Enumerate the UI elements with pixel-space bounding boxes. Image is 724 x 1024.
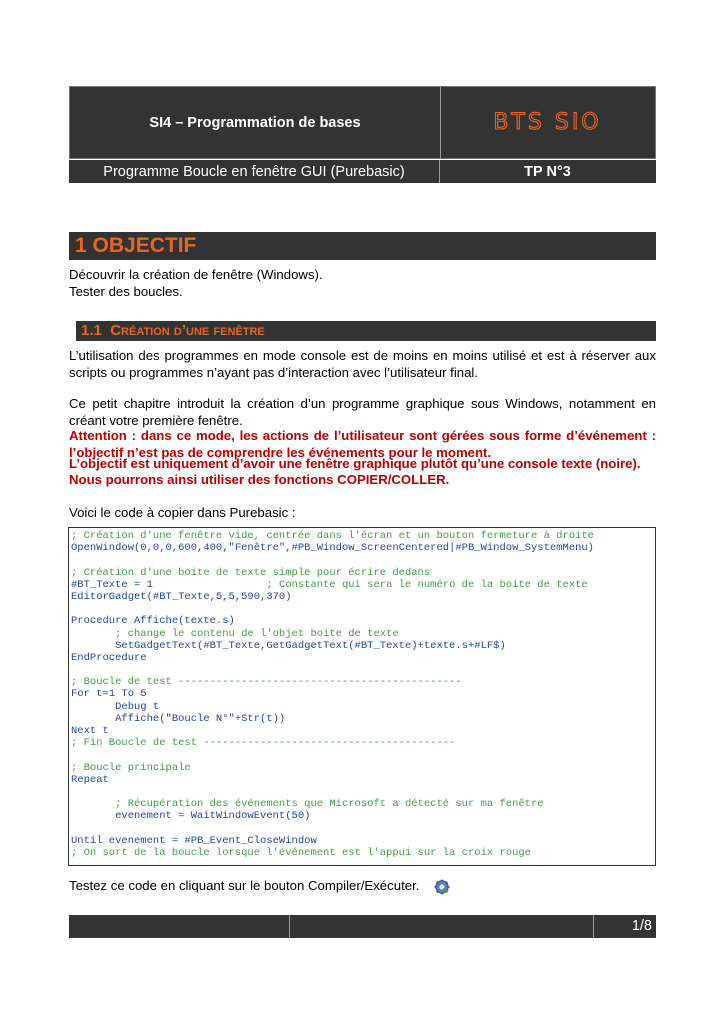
code-line: For t=1 To 5 — [71, 688, 147, 701]
header-bottom-row — [69, 160, 656, 183]
code-line: ; Boucle de test --------------------------------------------- — [71, 676, 462, 689]
code-intro: Voici le code à copier dans Purebasic : — [69, 505, 296, 520]
section-number: 1.1 — [81, 322, 102, 339]
code-comment: ; Constante qui sera le numéro de la boite de texte — [266, 578, 588, 591]
code-line: evenement = WaitWindowEvent(50) — [71, 810, 311, 823]
code-line — [71, 603, 655, 615]
code-line: Until evenement = #PB_Event_CloseWindow — [71, 834, 317, 847]
section-title: Création d’une fenêtre — [110, 322, 265, 339]
compile-instruction-text: Testez ce code en cliquant sur le bouton Compiler/Exécuter. — [69, 878, 420, 893]
code-line — [71, 664, 655, 676]
code-line: Debug t — [71, 700, 160, 713]
objective-text — [69, 267, 656, 300]
code-token: #BT_Texte = 1 — [71, 578, 267, 591]
code-line: SetGadgetText(#BT_Texte,GetGadgetText(#BT_Texte)+texte.s+#LF$) — [71, 639, 506, 652]
header-top-row — [69, 86, 656, 159]
objective-line-2: Tester des boucles. — [69, 283, 183, 299]
document-subtitle: Programme Boucle en fenêtre GUI (Purebasic) — [69, 160, 440, 183]
code-line — [71, 579, 655, 591]
code-line: EndProcedure — [71, 651, 147, 664]
code-line: ; On sort de la boucle lorsque l'événement est l'appui sur la croix rouge — [71, 846, 531, 859]
code-line: Affiche("Boucle N°"+Str(t)) — [71, 712, 286, 725]
footer-divider — [289, 915, 290, 938]
gear-run-icon[interactable] — [434, 879, 450, 895]
page-footer — [69, 915, 656, 938]
warning-events: Attention : dans ce mode, les actions de l’utilisateur sont gérées sous forme d’événement : l’objectif n’est pas de comprendre les événements pour le moment. — [69, 428, 656, 460]
footer-divider — [593, 915, 594, 938]
compile-instruction — [69, 878, 656, 895]
code-line: Repeat — [71, 773, 109, 786]
code-line: ; Création d'une boite de texte simple pour écrire dedans — [71, 566, 431, 579]
code-line: ; change le contenu de l'objet boite de texte — [71, 627, 399, 640]
code-block[interactable] — [68, 527, 656, 866]
code-line — [71, 749, 655, 761]
code-line: Procedure Affiche(texte.s) — [71, 615, 235, 628]
code-line: EditorGadget(#BT_Texte,5,5,590,370) — [71, 590, 292, 603]
paragraph-intro-gui: Ce petit chapitre introduit la création d’un programme graphique sous Windows, notamment en créant votre première fenêtre. — [69, 396, 656, 428]
warning-objective: L’objectif est uniquement d’avoir une fenêtre graphique plutôt qu’une console texte (noire). — [69, 456, 641, 471]
brand-logo: BTS SIO — [493, 110, 602, 135]
section-heading-objectif: 1 OBJECTIF — [69, 232, 656, 260]
code-line: OpenWindow(0,0,0,600,400,"Fenêtre",#PB_Window_ScreenCentered|#PB_Window_SystemMenu) — [71, 542, 594, 555]
objective-line-1: Découvrir la création de fenêtre (Windows). — [69, 267, 323, 282]
code-line — [71, 786, 655, 798]
code-line — [71, 554, 655, 566]
code-line — [71, 823, 655, 835]
code-line: ; Création d'une fenêtre vide, centrée dans l'écran et un bouton fermeture à droite — [71, 530, 594, 542]
code-line: ; Fin Boucle de test ---------------------------------------- — [71, 737, 456, 750]
code-line: Next t — [71, 725, 109, 737]
code-line: ; Boucle principale — [71, 761, 191, 774]
paragraph-console: L’utilisation des programmes en mode console est de moins en moins utilisé et est à réserver aux scripts ou programmes n’ayant pas d’interaction avec l’utilisateur final. — [69, 348, 656, 380]
code-line: ; Récupération des événements que Microsoft a détecté sur ma fenêtre — [71, 798, 544, 811]
tp-number: TP N°3 — [524, 163, 571, 180]
warning-copy-paste: Nous pourrons ainsi utiliser des fonctions COPIER/COLLER. — [69, 472, 450, 487]
page-number: 1/8 — [631, 918, 652, 934]
section-heading-creation-fenetre — [76, 321, 656, 341]
course-title: SI4 – Programmation de bases — [70, 87, 441, 158]
brand-cell — [440, 87, 655, 158]
